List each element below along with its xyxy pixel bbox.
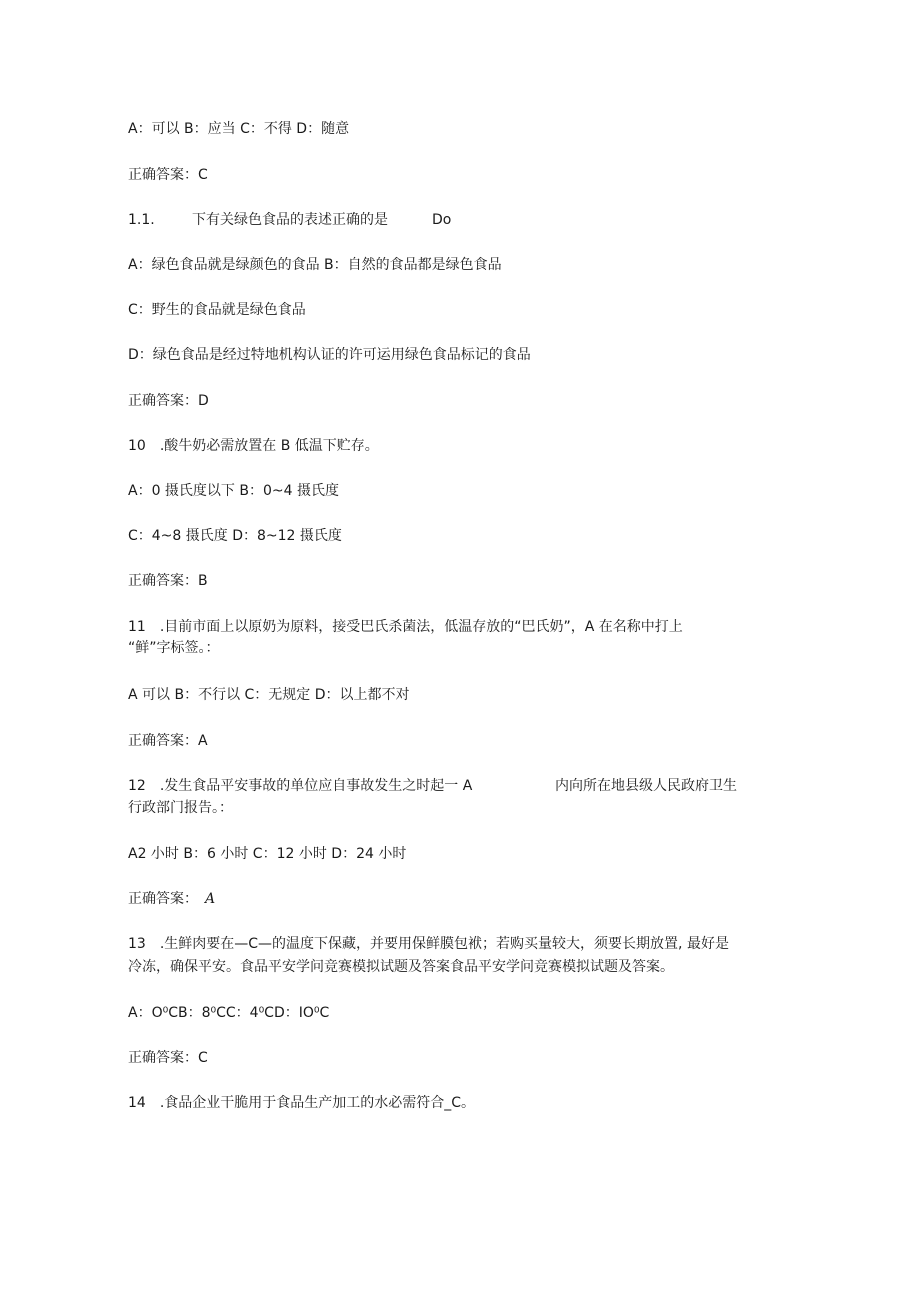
correct-answer-label: 正确答案： — [128, 891, 198, 907]
question-options: D：绿色食品是经过特地机构认证的许可运用绿色食品标记的食品 — [128, 347, 531, 363]
question-options: A2 小时 B：6 小时 C：12 小时 D：24 小时 — [128, 846, 407, 862]
question-text: 10 .酸牛奶必需放置在 B 低温下贮存。 — [128, 438, 379, 454]
question-text-right: 内向所在地县级人民政府卫生 — [555, 778, 737, 794]
correct-answer: 正确答案：A — [128, 733, 208, 749]
question-options: A：可以 B：应当 C：不得 D：随意 — [128, 121, 350, 137]
question-text: 12 .发生食品平安事故的单位应自事故发生之时起一 A — [128, 778, 473, 794]
question-text-continued: “鲜”字标签。： — [128, 640, 220, 656]
question-text: 11 .目前市面上以原奶为原料，接受巴氏杀菌法，低温存放的“巴氏奶”，A 在名称中打上 — [128, 619, 683, 635]
correct-answer-value: A — [205, 891, 216, 907]
question-text: 14 .食品企业干脆用于食品生产加工的水必需符合_C。 — [128, 1095, 476, 1111]
question-number: 1.1. — [128, 212, 155, 228]
question-text: 13 .生鲜肉要在—C—的温度下保藏，并要用保鲜膜包袱；若购买量较大，须要长期放置, 最好是 — [128, 936, 729, 952]
question-text-continued: 冷冻，确保平安。食品平安学问竞赛模拟试题及答案食品平安学问竞赛模拟试题及答案。 — [128, 959, 674, 975]
question-answer-inline: Do — [432, 212, 452, 228]
question-options: A：绿色食品就是绿颜色的食品 B：自然的食品都是绿色食品 — [128, 257, 502, 273]
correct-answer: 正确答案：B — [128, 573, 208, 589]
question-text: 下有关绿色食品的表述正确的是 — [192, 212, 388, 228]
question-options: A：0 摄氏度以下 B：0~4 摄氏度 — [128, 483, 339, 499]
question-options: A 可以 B：不行以 C：无规定 D：以上都不对 — [128, 687, 410, 703]
question-options: C：野生的食品就是绿色食品 — [128, 302, 306, 318]
correct-answer: 正确答案：D — [128, 393, 209, 409]
correct-answer: 正确答案：C — [128, 1050, 208, 1066]
question-text-continued: 行政部门报告。： — [128, 800, 233, 816]
correct-answer: 正确答案：C — [128, 167, 208, 183]
question-options: C：4~8 摄氏度 D：8~12 摄氏度 — [128, 528, 342, 544]
question-options: A：O⁰CB：8⁰CC：4⁰CD：IO⁰C — [128, 1005, 330, 1021]
